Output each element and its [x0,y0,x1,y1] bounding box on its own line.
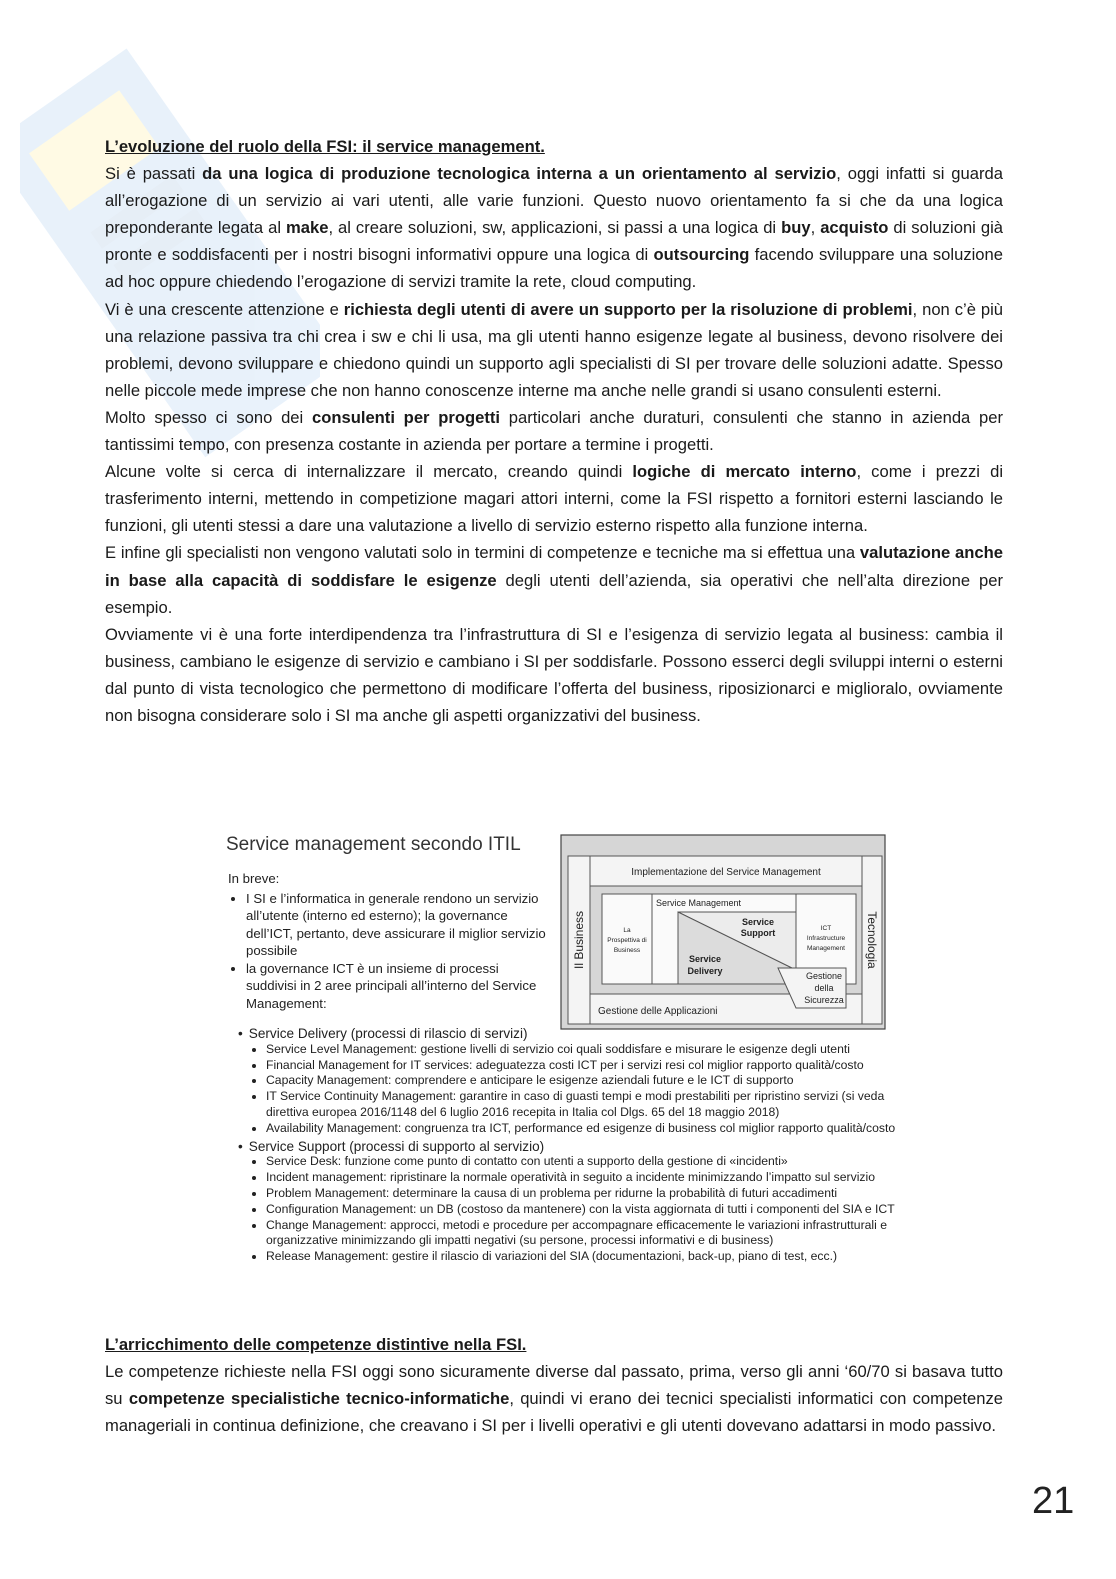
page-number: 21 [1032,1480,1075,1522]
list-item: • Release Management: gestire il rilascio di variazioni del SIA (documentazioni, back-up, piano di test, ecc.) [266,1249,896,1265]
paragraph: Ovviamente vi è una forte interdipendenza tra l’infrastruttura di SI e l’esigenza di servizio legata al business: cambia il business, cambiano le esigenze di servizio e cambiano i SI per soddisfarle. Possono esserci degli sviluppi interni o esterni dal punto di vista tecnologico che permettono di modificare l’offerta del business, riposizionarci e miglioralo, ovviamente non bisogna considerare solo i SI ma anche gli aspetti organizzativi del business. [105,624,1003,725]
support-list [236,1154,896,1265]
list-item: • IT Service Continuity Management: garantire in caso di guasti tempi e modi prestabiliti per ripristino servizi (si veda direttiva europea 2016/1148 del 6 luglio 2016 recepita in Italia col Dlgs. 65 del 18 maggio 2018) [266,1089,896,1121]
list-item: • Service Level Management: gestione livelli di servizio coi quali soddisfare e misurare le esigenze degli utenti [266,1042,896,1058]
list-item: • Change Management: approcci, metodi e procedure per accompagnare efficacemente le variazioni infrastrutturali e organizzative minimizzando gli impatti negativi (su persone, processi informativi e di business) [266,1218,896,1250]
diagram-ict-label: ICT Infrastructure Management [806,925,846,952]
diagram-right-label: Tecnologia [865,911,879,969]
figure-title: Service management secondo ITIL [226,834,521,855]
figure-bullets [228,890,548,1013]
paragraph: Molto spesso ci sono dei consulenti per progetti particolari anche duraturi, consulenti che stanno in azienda per tantissimi tempo, con presenza costante in azienda per portare a termine i progetti. [105,407,1003,455]
paragraph: Alcune volte si cerca di internalizzare il mercato, creando quindi logiche di mercato interno, come i prezzi di trasferimento interni, mettendo in competizione magari attori interni, come la FSI rispetto a fornitori esterni lasciando le funzioni, gli utenti stessi a dare una valutazione a livello di servizio esterno rispetto alla funzione interna. [105,462,1004,536]
list-item: • Configuration Management: un DB (costoso da mantenere) con la vista aggiornata di tutti i componenti del SIA e ICT [266,1202,896,1218]
list-item: • la governance ICT è un insieme di processi suddivisi in 2 aree principali all’interno del Service Management: [246,960,548,1013]
delivery-title: • Service Delivery (processi di rilascio di servizi) [236,1026,896,1042]
figure-summary [228,870,548,1012]
section-competenze [105,1331,1003,1439]
figure-process-list [236,1026,896,1267]
itil-diagram [560,834,886,1030]
diagram-bottom-label: Gestione delle Applicazioni [598,1006,718,1017]
diagram-security-label: Gestione della Sicurezza [804,971,844,1005]
list-item: • Incident management: ripristinare la normale operatività in seguito a incidente minimizzando l’impatto sul servizio [266,1170,896,1186]
list-item: • Service Desk: funzione come punto di contatto con utenti a supporto della gestione di «incidenti» [266,1154,896,1170]
section-heading: L’arricchimento delle competenze distintive nella FSI. [105,1335,527,1354]
diagram-sm-label: Service Management [656,898,742,908]
list-item: • I SI e l’informatica in generale rendono un servizio all’utente (interno ed esterno); la governance dell’ICT, pertanto, deve assicurare il miglior servizio possibile [246,890,548,960]
figure-intro: In breve: [228,871,280,886]
paragraph: Si è passati da una logica di produzione tecnologica interna a un orientamento al servizio, oggi infatti si guarda all’erogazione di un servizio ai vari utenti, alle varie funzioni. Questo nuovo orientamento fa si che da una logica preponderante legata al make, al creare soluzioni, sw, applicazioni, si passi a una logica di buy, acquisto di soluzioni già pronte e soddisfacenti per i nostri bisogni informativi oppure una logica di outsourcing facendo sviluppare una soluzione ad hoc oppure chiedendo l’erogazione di servizi tramite la rete, cloud computing. [105,164,1003,292]
diagram-left-label: Il Business [572,910,586,970]
diagram-support-label: Service Support [740,917,776,938]
diagram-business-label: La Prospettiva di Business [607,927,647,954]
list-item: • Problem Management: determinare la causa di un problema per ridurne la probabilità di futuri accadimenti [266,1186,896,1202]
paragraph: Le competenze richieste nella FSI oggi sono sicuramente diverse dal passato, prima, verso gli anni ‘60/70 si basava tutto su competenze specialistiche tecnico-informatiche, quindi vi erano dei tecnici specialisti informatici con competenze manageriali in continua definizione, che creavano i SI per i livelli operativi e gli utenti dovevano adattarsi in modo passivo. [105,1362,1003,1436]
paragraph: E infine gli specialisti non vengono valutati solo in termini di competenze e tecniche ma si effettua una valutazione anche in base alla capacità di soddisfare le esigenze degli utenti dell’azienda, sia operativi che nell’alta direzione per esempio. [105,543,1003,617]
section-heading: L’evoluzione del ruolo della FSI: il service management. [105,137,545,156]
paragraph: Vi è una crescente attenzione e richiesta degli utenti di avere un supporto per la risoluzione di problemi, non c’è più una relazione passiva tra chi crea i sw e chi li usa, ma gli utenti hanno esigenze legate al business, devono risolvere dei problemi, devono sviluppare e chiedono quindi un supporto agli specialisti di SI per trovare delle soluzioni adatte. Spesso nelle piccole mede imprese che non hanno conoscenze interne ma anche nelle grandi si usano consulenti esterni. [105,299,1004,400]
list-item: • Availability Management: congruenza tra ICT, performance ed esigenze di business col miglior rapporto qualità/costo [266,1121,896,1137]
section-service-management [105,133,1003,729]
diagram-delivery-label: Service Delivery [687,954,723,976]
support-title: • Service Support (processi di supporto al servizio) [236,1139,896,1155]
diagram-top-label: Implementazione del Service Management [631,867,821,878]
delivery-list [236,1042,896,1137]
list-item: • Financial Management for IT services: adeguatezza costi ICT per i servizi resi col miglior rapporto qualità/costo [266,1058,896,1074]
list-item: • Capacity Management: comprendere e anticipare le esigenze aziendali future e le ICT di supporto [266,1073,896,1089]
itil-figure [222,830,896,1314]
